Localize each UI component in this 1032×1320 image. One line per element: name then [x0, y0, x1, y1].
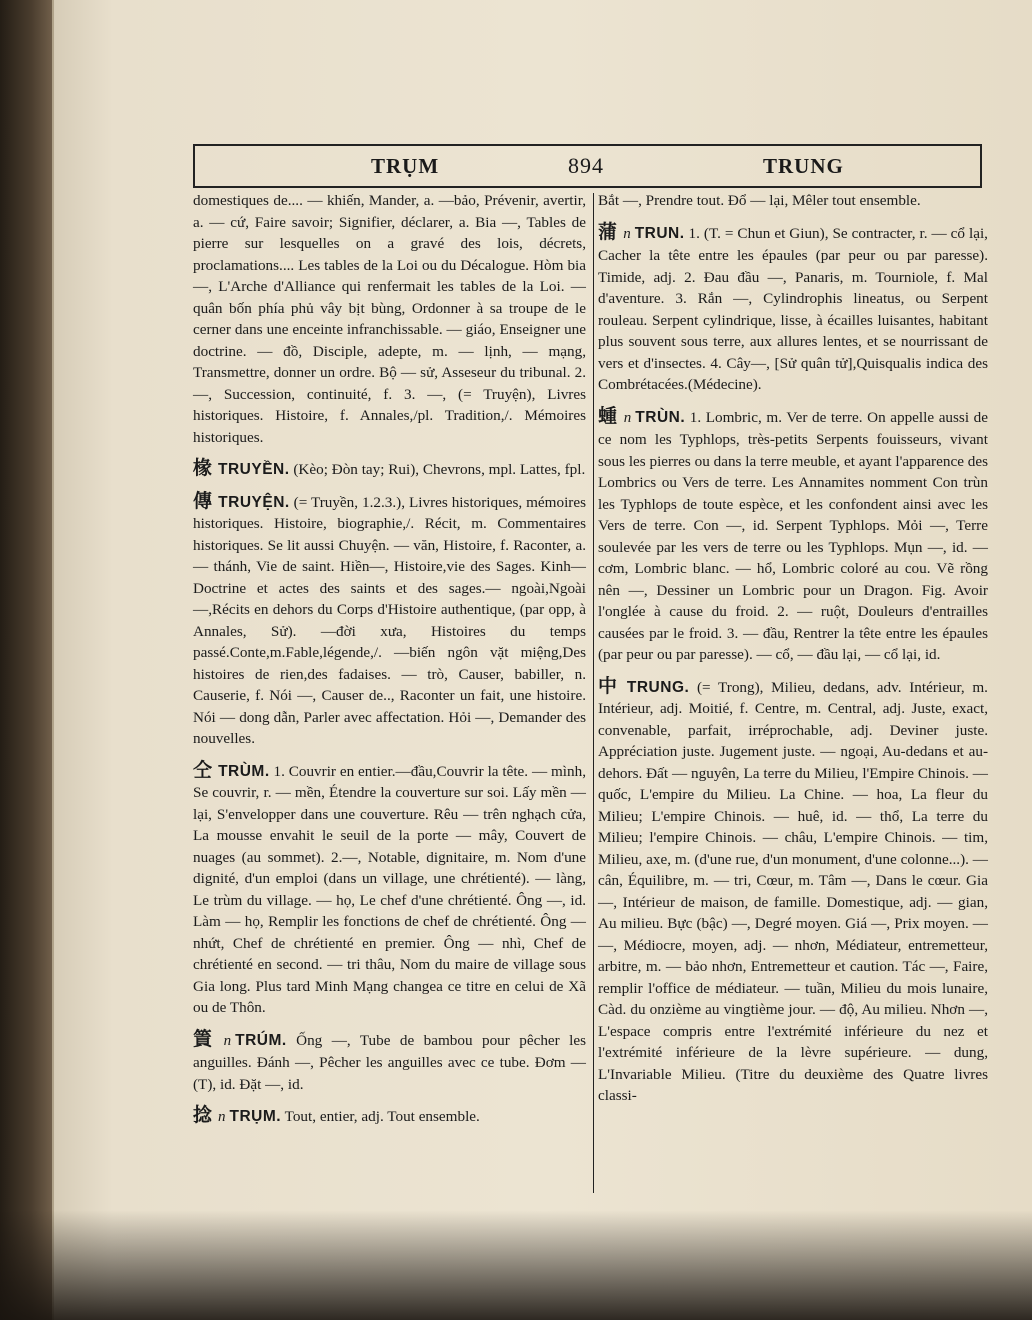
- entry-truyen-rafter: [193, 458, 586, 481]
- entry-truyen-history: [193, 491, 586, 750]
- entry-trun-contract: [598, 222, 988, 396]
- entry-headword: TRUNG.: [626, 678, 690, 696]
- chinese-character: 椽: [193, 457, 213, 479]
- entry-headword: TRÙN.: [635, 408, 686, 426]
- entry-part-of-speech: n: [623, 409, 632, 426]
- entry-trung-middle: [598, 676, 988, 1107]
- chinese-character: 捻: [193, 1104, 213, 1126]
- entry-text: 1. Lombric, m. Ver de terre. On appelle aussi de ce nom les Typhlops, très-petits Serpents fouisseurs, vivant sous les pierres ou dans la terre meuble, et ayant l'apparence des Lombrics ou Vers de terre. Les Annamites nomment Con trùn les Typhlops de toute espèce, et les confondent ainsi avec les Vers de terre. Con —, id. Serpent Typhlops. Mỏi —, Terre soulevée par les vers de terre ou les Typhlops. Mụn —, id. — cơm, Lombric blanc. — hổ, Lombric coloré au cou. Vẽ rồng nên —, Dessiner un Lombric pour un Dragon. Fig. Avoir l'onglée à cause du froid. 2. — ruột, Douleurs d'entrailles causées par le froid. 3. — đầu, Rentrer la tête entre les épaules (par peur ou par paresse). — cổ, — đầu lại, — cổ lại, id.: [598, 408, 988, 663]
- chinese-character: 篢: [193, 1027, 218, 1050]
- entry-headword: TRUN.: [634, 224, 685, 242]
- chinese-character: 中: [598, 674, 621, 697]
- right-column: [598, 190, 988, 1117]
- page-bottom-shadow: [0, 1210, 1032, 1320]
- entry-continuation: [193, 190, 586, 448]
- entry-text: domestiques de.... — khiến, Mander, a. —bảo, Prévenir, avertir, a. — cứ, Faire savoir; Signifier, déclarer, a. Bia —, Tables de pierre sur lesquelles on a gravé des lois, décrets, proclamations.... Les tables de la Loi ou du Décalogue. Hòm bia —, L'Arche d'Alliance qui renfermait les tables de la Loi. — quân bốn phía phủ vây bịt bùng, Ordonner à sa troupe de le cerner dans une enceinte infranchissable. — giáo, Enseigner une doctrine. — đồ, Disciple, adepte, m. — lịnh, — mạng, Transmettre, donner un ordre. Bộ — sử, Asseseur du tribunal. 2. —, Succession, continuité, f. 3. —, (= Truyện), Livres historiques. Histoire, f. Annales,/pl. Tradition,/. Mémoires historiques.: [193, 192, 586, 446]
- entry-text: Ống —, Tube de bambou pour pêcher les anguilles. Đánh —, Pêcher les anguilles avec ce tube. Đơm — (T), id. Đặt —, id.: [193, 1031, 586, 1093]
- entry-text: Tout, entier, adj. Tout ensemble.: [284, 1108, 480, 1125]
- entry-headword: TRÙM.: [218, 762, 270, 780]
- entry-headword: TRÚM.: [235, 1031, 287, 1049]
- entry-text: (= Trong), Milieu, dedans, adv. Intérieur, m. Intérieur, adj. Moitié, f. Centre, m. Central, adj. Juste, exact, convenable, parfait, irréprochable, adj. Deviner juste. Appréciation juste. Jugement juste. — ngoại, Au-dedans et au-dehors. Đất — nguyên, La terre du Milieu, l'Empire Chinois. — quốc, L'empire du Milieu. La Chine. — hoa, La fleur du Milieu; L'empire Chinois. — huê, id. — thổ, La terre du Milieu; l'empire Chinois. — châu, L'empire Chinois. — tim, Milieu, axe, m. (d'une rue, d'un monument, d'une colonne...). — cân, Équilibre, m. — tri, Cœur, m. Tâm —, Dans le cœur. Gia —, Intérieur de maison, de famille. Domestique, adj. — gian, Au milieu. Bực (bậc) —, Degré moyen. Giá —, Prix moyen. — —, Médiocre, moyen, adj. — nhơn, Médiateur, entremetteur, arbitre, m. — bảo nhơn, Entremetteur et caution. Tác —, Faire, remplir l'office de médiateur. — tuần, Milieu du mois lunaire, Càd. du onzième au vingtième jour. — độ, Au milieu. Nhơn —, L'espace compris entre l'extrémité inférieure du nez et l'extrémité inférieure de la lèvre supérieure. — dung, L'Invariable Milieu. (Titre du deuxième des Quatre livres classi-: [598, 678, 988, 1104]
- entry-text: (= Truyền, 1.2.3.), Livres historiques, mémoires historiques. Histoire, biographie,/. Récit, m. Commentaires historiques. Se lit aussi Chuyện. — văn, Histoire, f. Raconter, a. — thánh, Vie de saint. Hiền—, Histoire,vie des Sages. Kinh—Doctrine et actes des saints et des sages.— ngoài,Ngoài—,Récits en dehors du Corps d'Histoire authentique, (par opp, à Annales, Sử). —đời xưa, Histoires du temps passé.Conte,m.Fable,légende,/. —biến ngôn vặt miệng,Des histoires de rien,des fadaises. — trò, Causer, babiller, n. Causerie, f. Nói —, Causer de.., Raconter un fait, une histoire. Nói — dong dẫn, Parler avec affectation. Hỏi —, Demander des nouvelles.: [193, 493, 586, 747]
- entry-part-of-speech: n: [623, 225, 631, 242]
- chinese-character: 傳: [193, 489, 213, 512]
- entry-part-of-speech: n: [218, 1109, 226, 1125]
- entry-trum-tube: [193, 1029, 586, 1096]
- entry-headword: TRUYỆN.: [218, 493, 290, 511]
- entry-text: 1. (T. = Chun et Giun), Se contracter, r. — cổ lại, Cacher la tête entre les épaules (par peur ou par paresse). Timide, adj. 2. Đau đầu —, Panaris, m. Tourniole, f. Mal d'aventure. 3. Rắn —, Cylindrophis lineatus, ou Serpent rouleau. Serpent cylindrique, lisse, à écailles luisantes, habitant plus souvent sous terre, aux allures lentes, et se nourrissant de vers et d'insectes. 4. Cây—, [Sử quân tử],Quisqualis indica des Combrétacées.(Médecine).: [598, 224, 988, 393]
- chinese-character: 蝩: [598, 404, 618, 427]
- entry-headword: TRUYỀN.: [218, 461, 290, 478]
- entry-part-of-speech: n: [223, 1032, 232, 1049]
- header-right-word: TRUNG: [763, 154, 844, 178]
- entry-text: (Kèo; Đòn tay; Rui), Chevrons, mpl. Lattes, fpl.: [293, 461, 586, 478]
- left-column: [193, 190, 586, 1139]
- chinese-character: 蒲: [598, 220, 618, 243]
- entry-headword: TRỤM.: [229, 1108, 282, 1125]
- entry-text: 1. Couvrir en entier.—đầu,Couvrir la tête. — mình, Se couvrir, r. — mền, Étendre la couverture sur soi. Lấy mền — lại, S'envelopper dans une couverture. Rêu — trên nghạch cửa, La mousse envahit le seuil de la porte — mây, Couvert de nuages (au sommet). 2.—, Notable, dignitaire, m. Nom d'une dignité, d'un emploi (dans un village, une chrétienté). — làng, Le trùm du village. — họ, Le chef d'une chrétienté. Ông —, id. Làm — họ, Remplir les fonctions de chef de chrétienté. Ông — nhứt, Chef de chrétienté en premier. Ông — nhì, Chef de chrétienté en second. — tri thâu, Nom du maire de village sous Gia long. Plus tard Minh Mạng changea ce titre en celui de Xã ou de Thôn.: [193, 762, 586, 1016]
- entry-trum-all: [193, 1105, 586, 1129]
- column-divider: [593, 193, 594, 1193]
- entry-text: Bắt —, Prendre tout. Đổ — lại, Mêler tout ensemble.: [598, 192, 921, 209]
- entry-trum-cover: [193, 760, 586, 1019]
- page-number: 894: [568, 153, 604, 178]
- entry-trun-worm: [598, 406, 988, 666]
- running-header: [193, 144, 982, 188]
- entry-continuation: [598, 190, 988, 212]
- header-left-word: TRỤM: [371, 154, 440, 178]
- chinese-character: 仝: [193, 758, 213, 781]
